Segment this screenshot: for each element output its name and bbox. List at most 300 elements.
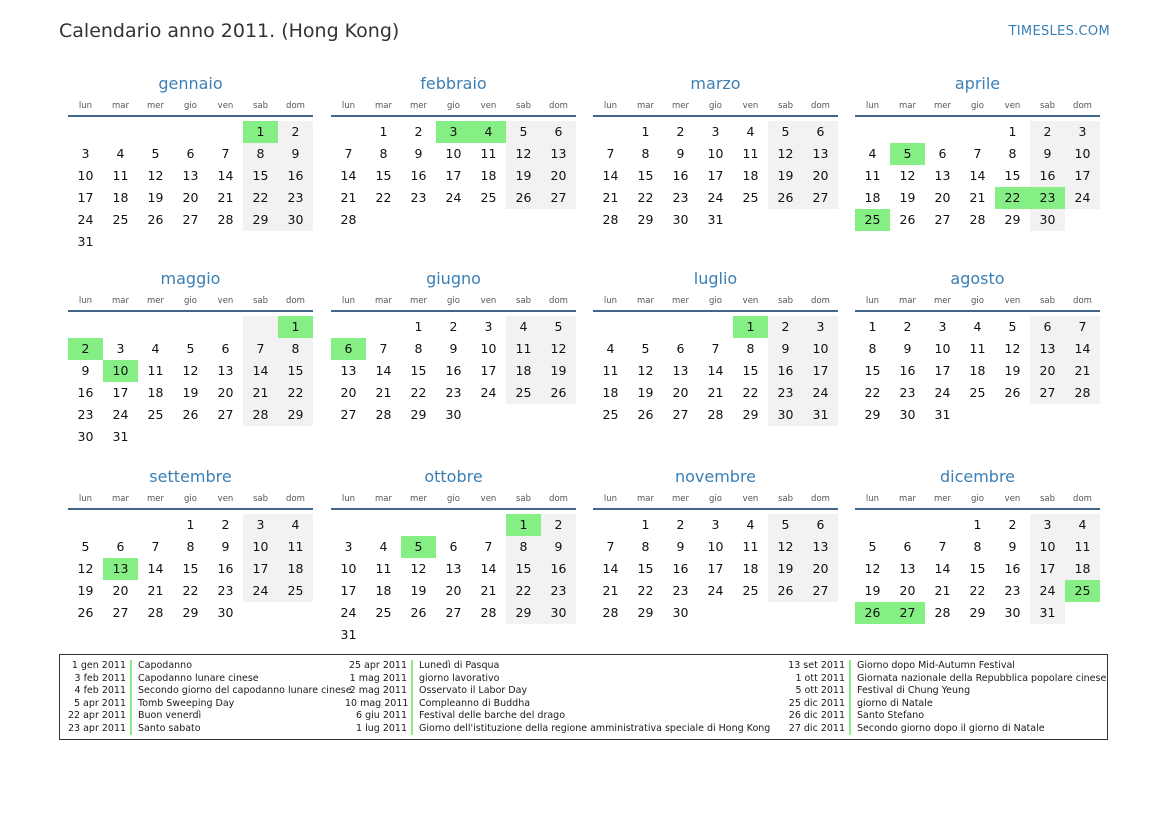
weekday-label: ven [217, 494, 234, 504]
day-cell: 28 [934, 605, 951, 620]
day-cell: 19 [77, 583, 94, 598]
legend-holiday-name: Giorno dopo Mid-Autumn Festival [857, 660, 1015, 671]
day-cell: 30 [899, 407, 916, 422]
empty-day-cell [803, 209, 838, 231]
week-row [855, 316, 1100, 338]
day-cell: 9 [1030, 143, 1065, 165]
weekday-label: gio [447, 101, 460, 111]
weekday-header [855, 292, 1100, 312]
week-row [331, 536, 576, 558]
empty-day-cell [401, 514, 436, 536]
empty-day-cell [103, 231, 138, 253]
empty-day-cell [278, 231, 313, 253]
day-cell: 27 [803, 187, 838, 209]
day-cell: 23 [217, 583, 234, 598]
weekday-label: sab [1039, 101, 1056, 111]
day-cell: 29 [182, 605, 199, 620]
week-row [855, 165, 1100, 187]
day-cell: 20 [445, 583, 462, 598]
empty-day-cell [436, 209, 471, 231]
day-cell: 26 [410, 605, 427, 620]
day-cell: 21 [480, 583, 497, 598]
weekday-header [68, 490, 313, 510]
day-cell: 26 [182, 407, 199, 422]
holiday-day-cell: 1 [733, 316, 768, 338]
day-cell: 7 [1065, 316, 1100, 338]
weekday-label: sab [515, 296, 532, 306]
day-cell: 20 [112, 583, 129, 598]
week-row [593, 514, 838, 536]
day-cell: 29 [637, 212, 654, 227]
day-cell: 22 [969, 583, 986, 598]
day-cell: 8 [973, 539, 982, 554]
holiday-day-cell: 13 [103, 558, 138, 580]
weekday-label: dom [549, 494, 568, 504]
empty-day-cell [173, 426, 208, 448]
week-row [855, 404, 1100, 426]
day-cell: 30 [672, 605, 689, 620]
legend-holiday-name: Buon venerdì [138, 710, 202, 721]
weekday-label: gio [971, 101, 984, 111]
weekday-label: mar [375, 101, 392, 111]
legend-date: 5 ott 2011 [787, 685, 851, 698]
weekday-label: mar [637, 101, 654, 111]
legend-date: 1 lug 2011 [345, 723, 413, 736]
day-cell: 22 [864, 385, 881, 400]
empty-day-cell [366, 316, 401, 338]
day-cell: 27 [445, 605, 462, 620]
weekday-label: sab [252, 494, 269, 504]
day-cell: 12 [77, 561, 94, 576]
weekday-label: ven [1004, 101, 1021, 111]
empty-day-cell [506, 209, 541, 231]
day-cell: 6 [116, 539, 125, 554]
day-cell: 19 [899, 190, 916, 205]
holiday-legend [59, 654, 1108, 740]
day-cell: 7 [606, 539, 615, 554]
weekday-label: mer [409, 494, 427, 504]
day-cell: 1 [973, 517, 982, 532]
week-row [331, 338, 576, 360]
weekday-label: ven [480, 494, 497, 504]
weekday-label: mer [409, 296, 427, 306]
day-cell: 15 [637, 561, 654, 576]
day-cell: 1 [641, 517, 650, 532]
day-cell: 6 [186, 146, 195, 161]
day-cell: 14 [602, 561, 619, 576]
day-cell: 29 [742, 407, 759, 422]
day-cell: 7 [221, 146, 230, 161]
empty-day-cell [960, 121, 995, 143]
day-cell: 28 [602, 605, 619, 620]
week-row [855, 209, 1100, 231]
weekday-label: mer [671, 101, 689, 111]
empty-day-cell [331, 316, 366, 338]
day-cell: 18 [742, 168, 759, 183]
day-cell: 22 [637, 583, 654, 598]
empty-day-cell [208, 121, 243, 143]
day-cell: 17 [340, 583, 357, 598]
legend-row [345, 698, 770, 711]
week-row [593, 338, 838, 360]
day-cell: 3 [1030, 514, 1065, 536]
day-cell: 27 [1030, 382, 1065, 404]
weekday-header [593, 490, 838, 510]
legend-row [787, 685, 1106, 698]
day-cell: 21 [147, 583, 164, 598]
weekday-label: ven [742, 494, 759, 504]
week-row [593, 209, 838, 231]
empty-day-cell [1065, 602, 1100, 624]
day-cell: 3 [484, 319, 493, 334]
weekday-label: mer [409, 101, 427, 111]
empty-day-cell [855, 121, 890, 143]
day-cell: 29 [1004, 212, 1021, 227]
month-agosto [855, 268, 1100, 426]
empty-day-cell [68, 121, 103, 143]
weekday-label: sab [1039, 494, 1056, 504]
day-cell: 8 [186, 539, 195, 554]
day-cell: 20 [672, 385, 689, 400]
day-cell: 8 [414, 341, 423, 356]
weekday-label: ven [480, 296, 497, 306]
day-cell: 22 [410, 385, 427, 400]
week-row [68, 338, 313, 360]
weekday-label: dom [549, 296, 568, 306]
day-cell: 16 [672, 168, 689, 183]
legend-holiday-name: Tomb Sweeping Day [138, 697, 235, 709]
weekday-label: lun [603, 494, 618, 504]
weekday-label: gio [971, 296, 984, 306]
day-cell: 5 [768, 121, 803, 143]
empty-day-cell [1065, 209, 1100, 231]
day-cell: 23 [672, 583, 689, 598]
weekday-label: dom [811, 494, 830, 504]
day-cell: 25 [375, 605, 392, 620]
day-cell: 10 [803, 338, 838, 360]
legend-date: 4 feb 2011 [68, 685, 132, 698]
week-row [855, 338, 1100, 360]
legend-row [68, 685, 352, 698]
day-cell: 14 [480, 561, 497, 576]
day-cell: 26 [506, 187, 541, 209]
day-cell: 26 [1004, 385, 1021, 400]
week-row [855, 536, 1100, 558]
week-row [331, 165, 576, 187]
day-cell: 5 [1008, 319, 1017, 334]
weekday-label: ven [1004, 494, 1021, 504]
day-cell: 22 [278, 382, 313, 404]
day-cell: 10 [77, 168, 94, 183]
weekday-label: gio [447, 296, 460, 306]
month-marzo [593, 73, 838, 231]
day-cell: 10 [707, 146, 724, 161]
week-row [593, 143, 838, 165]
day-cell: 28 [602, 212, 619, 227]
day-cell: 24 [243, 580, 278, 602]
week-row [68, 404, 313, 426]
holiday-day-cell: 5 [890, 143, 925, 165]
day-cell: 16 [410, 168, 427, 183]
month-name: agosto [950, 269, 1005, 288]
day-cell: 23 [77, 407, 94, 422]
day-cell: 7 [484, 539, 493, 554]
day-cell: 17 [1065, 165, 1100, 187]
site-link[interactable]: TIMESLES.COM [1008, 24, 1110, 39]
day-cell: 16 [1030, 165, 1065, 187]
empty-day-cell [471, 514, 506, 536]
day-cell: 18 [112, 190, 129, 205]
day-cell: 6 [903, 539, 912, 554]
day-cell: 25 [278, 580, 313, 602]
day-cell: 2 [903, 319, 912, 334]
day-cell: 13 [672, 363, 689, 378]
legend-holiday-name: Santo sabato [138, 722, 201, 734]
day-cell: 2 [676, 517, 685, 532]
day-cell: 8 [641, 146, 650, 161]
day-cell: 25 [969, 385, 986, 400]
weekday-label: lun [603, 101, 618, 111]
week-row [855, 143, 1100, 165]
day-cell: 25 [602, 407, 619, 422]
weekday-label: mar [899, 296, 916, 306]
week-row [855, 382, 1100, 404]
weekday-label: mar [112, 494, 129, 504]
week-row [331, 209, 576, 231]
day-cell: 23 [445, 385, 462, 400]
legend-row [787, 710, 1106, 723]
day-cell: 11 [480, 146, 497, 161]
month-aprile [855, 73, 1100, 231]
weekday-header [331, 97, 576, 117]
day-cell: 29 [410, 407, 427, 422]
day-cell: 1 [414, 319, 423, 334]
weekday-label: gio [709, 296, 722, 306]
holiday-day-cell: 2 [68, 338, 103, 360]
day-cell: 28 [480, 605, 497, 620]
day-cell: 19 [768, 165, 803, 187]
day-cell: 8 [379, 146, 388, 161]
weekday-header [593, 292, 838, 312]
day-cell: 20 [899, 583, 916, 598]
weekday-label: mar [375, 494, 392, 504]
empty-day-cell [278, 426, 313, 448]
week-row [68, 165, 313, 187]
day-cell: 1 [641, 124, 650, 139]
empty-day-cell [208, 426, 243, 448]
month-febbraio [331, 73, 576, 231]
weekday-header [68, 97, 313, 117]
holiday-day-cell: 1 [506, 514, 541, 536]
day-cell: 9 [221, 539, 230, 554]
day-cell: 18 [278, 558, 313, 580]
empty-day-cell [401, 209, 436, 231]
day-cell: 4 [506, 316, 541, 338]
weekday-header [331, 490, 576, 510]
empty-day-cell [960, 404, 995, 426]
day-cell: 3 [116, 341, 125, 356]
day-cell: 31 [112, 429, 129, 444]
day-cell: 25 [742, 583, 759, 598]
day-cell: 17 [803, 360, 838, 382]
week-row [68, 231, 313, 253]
legend-holiday-name: giorno di Natale [857, 697, 933, 709]
legend-holiday-name: Osservato il Labor Day [419, 685, 528, 696]
legend-row [345, 710, 770, 723]
day-cell: 9 [676, 539, 685, 554]
week-row [68, 426, 313, 448]
day-cell: 2 [541, 514, 576, 536]
day-cell: 9 [278, 143, 313, 165]
day-cell: 13 [541, 143, 576, 165]
month-name: aprile [954, 74, 1001, 93]
holiday-day-cell: 27 [890, 602, 925, 624]
legend-date: 1 gen 2011 [68, 660, 132, 673]
day-cell: 6 [449, 539, 458, 554]
week-row [68, 209, 313, 231]
weekday-label: mer [933, 296, 951, 306]
day-cell: 19 [182, 385, 199, 400]
weekday-label: sab [777, 494, 794, 504]
month-dicembre [855, 466, 1100, 624]
day-cell: 3 [938, 319, 947, 334]
day-cell: 15 [506, 558, 541, 580]
month-novembre [593, 466, 838, 624]
weekday-label: dom [1073, 296, 1092, 306]
day-cell: 9 [676, 146, 685, 161]
day-cell: 10 [340, 561, 357, 576]
weekday-label: mar [112, 101, 129, 111]
day-cell: 4 [278, 514, 313, 536]
week-row [331, 514, 576, 536]
day-cell: 4 [868, 146, 877, 161]
holiday-day-cell: 25 [855, 209, 890, 231]
week-row [331, 624, 576, 646]
day-cell: 16 [672, 561, 689, 576]
day-cell: 6 [803, 121, 838, 143]
weekday-label: sab [515, 101, 532, 111]
week-row [68, 143, 313, 165]
day-cell: 10 [1065, 143, 1100, 165]
weekday-label: lun [603, 296, 618, 306]
weekday-header [68, 292, 313, 312]
day-cell: 23 [278, 187, 313, 209]
legend-holiday-name: Capodanno lunare cinese [138, 672, 259, 684]
weekday-label: gio [971, 494, 984, 504]
week-row [855, 187, 1100, 209]
day-cell: 18 [1065, 558, 1100, 580]
empty-day-cell [663, 316, 698, 338]
empty-day-cell [278, 602, 313, 624]
legend-date: 10 mag 2011 [345, 698, 413, 711]
empty-day-cell [768, 602, 803, 624]
day-cell: 21 [243, 382, 278, 404]
legend-row [787, 698, 1106, 711]
empty-day-cell [593, 316, 628, 338]
day-cell: 13 [803, 536, 838, 558]
weekday-label: mer [933, 101, 951, 111]
empty-day-cell [243, 602, 278, 624]
week-row [68, 580, 313, 602]
day-cell: 21 [340, 190, 357, 205]
week-row [331, 121, 576, 143]
week-row [331, 558, 576, 580]
legend-holiday-name: Giornata nazionale della Repubblica popolare cinese [857, 672, 1107, 684]
weekday-label: lun [78, 494, 93, 504]
day-cell: 14 [707, 363, 724, 378]
day-cell: 19 [637, 385, 654, 400]
day-cell: 24 [707, 190, 724, 205]
week-row [855, 558, 1100, 580]
legend-date: 26 dic 2011 [787, 710, 851, 723]
week-row [331, 404, 576, 426]
day-cell: 9 [449, 341, 458, 356]
week-row [593, 165, 838, 187]
day-cell: 21 [217, 190, 234, 205]
weekday-label: dom [811, 101, 830, 111]
weekday-label: lun [865, 101, 880, 111]
day-cell: 21 [969, 190, 986, 205]
day-cell: 31 [340, 627, 357, 642]
empty-day-cell [138, 514, 173, 536]
day-cell: 16 [768, 360, 803, 382]
day-cell: 2 [676, 124, 685, 139]
day-cell: 11 [864, 168, 881, 183]
legend-holiday-name: Compleanno di Buddha [419, 697, 531, 709]
day-cell: 10 [934, 341, 951, 356]
day-cell: 5 [541, 316, 576, 338]
empty-day-cell [243, 231, 278, 253]
day-cell: 14 [934, 561, 951, 576]
month-gennaio [68, 73, 313, 253]
day-cell: 20 [934, 190, 951, 205]
day-cell: 29 [243, 209, 278, 231]
day-cell: 30 [217, 605, 234, 620]
empty-day-cell [243, 426, 278, 448]
holiday-day-cell: 1 [278, 316, 313, 338]
legend-date: 5 apr 2011 [68, 698, 132, 711]
day-cell: 9 [81, 363, 90, 378]
legend-date: 27 dic 2011 [787, 723, 851, 736]
legend-date: 22 apr 2011 [68, 710, 132, 723]
day-cell: 12 [506, 143, 541, 165]
day-cell: 28 [707, 407, 724, 422]
weekday-label: mar [899, 101, 916, 111]
day-cell: 7 [606, 146, 615, 161]
day-cell: 29 [506, 602, 541, 624]
day-cell: 17 [243, 558, 278, 580]
week-row [68, 558, 313, 580]
empty-day-cell [173, 121, 208, 143]
week-row [68, 360, 313, 382]
day-cell: 15 [742, 363, 759, 378]
empty-day-cell [471, 624, 506, 646]
day-cell: 21 [602, 190, 619, 205]
day-cell: 23 [768, 382, 803, 404]
week-row [68, 514, 313, 536]
weekday-label: sab [777, 296, 794, 306]
weekday-label: lun [865, 296, 880, 306]
day-cell: 17 [707, 561, 724, 576]
day-cell: 24 [1065, 187, 1100, 209]
day-cell: 25 [742, 190, 759, 205]
day-cell: 24 [112, 407, 129, 422]
day-cell: 6 [676, 341, 685, 356]
day-cell: 18 [742, 561, 759, 576]
legend-column-1 [68, 660, 352, 735]
week-row [331, 602, 576, 624]
day-cell: 12 [864, 561, 881, 576]
